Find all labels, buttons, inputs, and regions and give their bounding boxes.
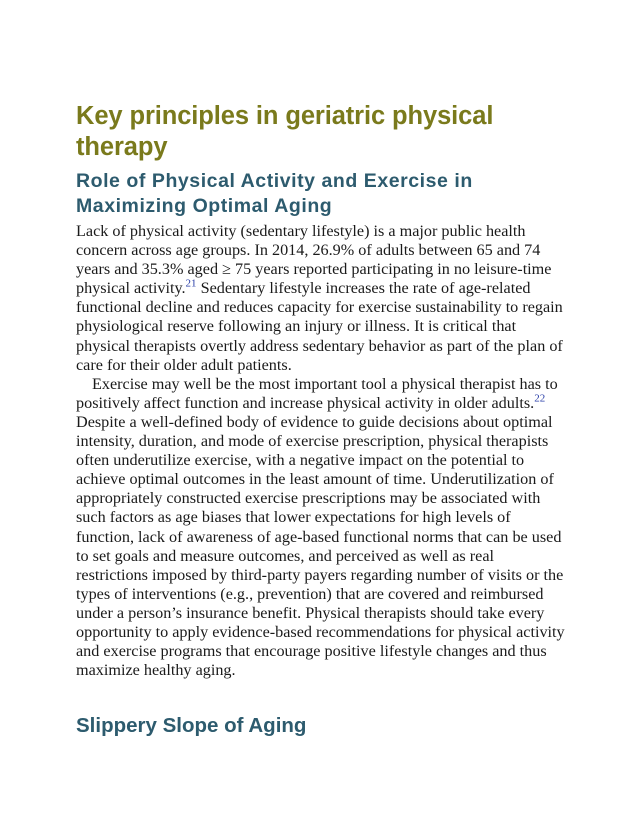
- chapter-heading: Key principles in geriatric physical therapy: [76, 102, 494, 161]
- paragraph-2-text-start: Exercise may well be the most important tool a physical therapist has to positively affect function and increase physical activity in older adults.: [76, 374, 558, 412]
- paragraph-1: [76, 222, 566, 375]
- citation-link-21[interactable]: 21: [185, 277, 197, 290]
- paragraph-2: [76, 375, 566, 681]
- paragraph-1-text-end: Sedentary lifestyle increases the rate of age-related functional decline and reduces capacity for exercise sustainability to regain physiological reserve following an injury or illness. It is critical that physical therapists overtly address sedentary behavior as part of the plan of care for their older adult patients.: [76, 279, 563, 374]
- body-text: [76, 222, 566, 680]
- next-section-heading: Slippery Slope of Aging: [76, 714, 307, 737]
- paragraph-2-text-end: Despite a well-defined body of evidence to guide decisions about optimal intensity, duration, and mode of exercise prescription, physical therapists often underutilize exercise, with a negative impact on the potential to achieve optimal outcomes in the least amount of time. Underutilization of appropriately constructed exercise prescriptions may be associated with such factors as age biases that lower expectations for high levels of function, lack of awareness of age-based functional norms that can be used to set goals and measure outcomes, and perceived as well as real restrictions imposed by third-party payers regarding number of visits or the types of interventions (e.g., prevention) that are covered and reimbursed under a person’s insurance benefit. Physical therapists should take every opportunity to apply evidence-based recommendations for physical activity and exercise programs that encourage positive lifestyle changes and thus maximize healthy aging.: [76, 412, 565, 680]
- paragraph-1-text-start: Lack of physical activity (sedentary lifestyle) is a major public health concern across age groups. In 2014, 26.9% of adults between 65 and 74 years and 35.3% aged ≥ 75 years reported participating in no leisure-time physical activity.: [76, 222, 552, 298]
- citation-link-22[interactable]: 22: [534, 392, 546, 405]
- section-heading: Role of Physical Activity and Exercise in Maximizing Optimal Aging: [76, 170, 473, 217]
